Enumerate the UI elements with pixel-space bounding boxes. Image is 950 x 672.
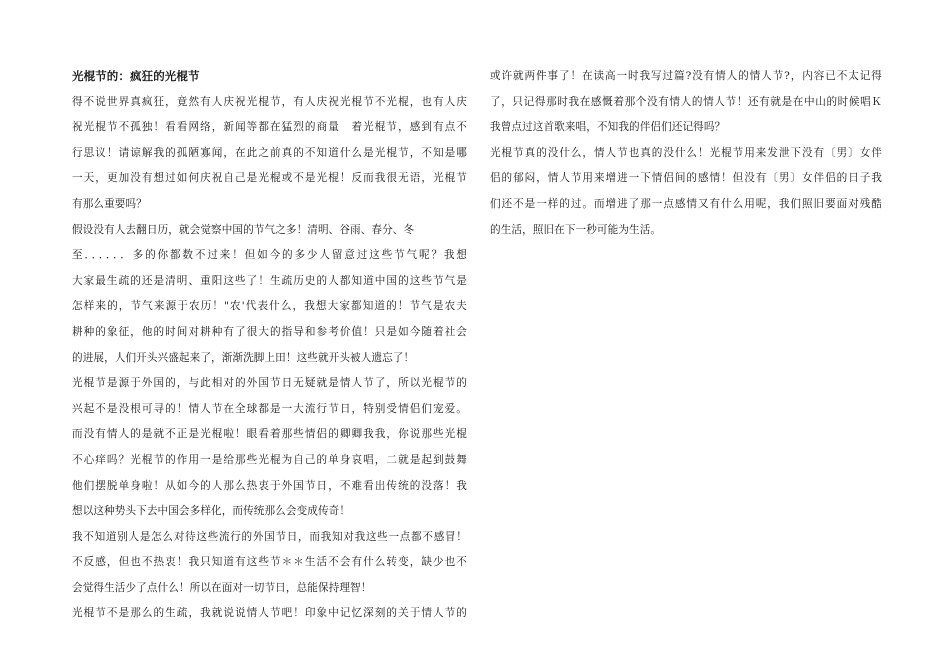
text-line: 一天，更加没有想过如何庆祝自己是光棍或不是光棍！反而我很无语，光棍节 [72,172,467,185]
text-line: 侣的郁闷，情人节用来增进一下情侣间的感情！但没有〔男〕女伴侣的日子我 [490,172,882,185]
text-line: 有那么重要吗？ [72,197,147,210]
text-line: 的进展，人们开头兴盛起来了，渐渐洗脚上田！这些就开头被人遗忘了！ [72,351,415,364]
text-line: 不反感，但也不热衷！我只知道有这些节＊＊生活不会有什么转变，缺少也不 [72,556,467,569]
text-line: 得不说世界真疯狂，竟然有人庆祝光棍节，有人庆祝光棍节不光棍，也有人庆 [72,95,467,108]
right-column [490,64,882,243]
text-line: 或许就两件事了！在读高一时我写过篇?没有情人的情人节?，内容已不太记得 [490,70,882,82]
left-column-body [72,90,467,627]
text-line: 行思议！请谅解我的孤陋寡闻，在此之前真的不知道什么是光棍节，不知是哪 [72,146,467,159]
text-line: 光棍节不是那么的生疏，我就说说情人节吧！印象中记忆深刻的关于情人节的 [72,607,467,620]
text-line: 光棍节是源于外国的，与此相对的外国节日无疑就是情人节了，所以光棍节的 [72,377,467,390]
text-line: 光棍节真的没什么，情人节也真的没什么！光棍节用来发泄下没有〔男〕女伴 [490,146,882,159]
text-line: 怎样来的，节气来源于农历！"农'代表什么，我想大家都知道的！节气是农夫 [72,300,467,313]
text-line: 想以这种势头下去中国会多样化，而传统那么会变成传奇！ [72,505,351,518]
text-line: 不心痒吗？光棍节的作用一是给那些光棍为自己的单身哀唱，二就是起到鼓舞 [72,453,467,466]
text-line: 耕种的象征，他的时间对耕种有了很大的指导和参考价值！只是如今随着社会 [72,325,467,338]
text-line: 祝光棍节不孤独！看看网络，新闻等都在猛烈的商量 着光棍节，感到有点不 [72,121,467,134]
document-title: 光棍节的：疯狂的光棍节 [72,69,200,83]
text-line: 他们摆脱单身啦！从如今的人那么热衷于外国节日，不难看出传统的没落！我 [72,479,467,492]
text-line: 我不知道别人是怎么对待这些流行的外国节日，而我知对我这些一点都不感冒！ [72,530,467,543]
text-line: 而没有情人的是就不正是光棍啦！眼看着那些情侣的卿卿我我，你说那些光棍 [72,428,467,441]
left-column [72,64,467,627]
text-line: 会觉得生活少了点什么！所以在面对一切节日，总能保持理智！ [72,581,372,594]
text-line: 了，只记得那时我在感慨着那个没有情人的情人节！还有就是在中山的时候唱Ｋ [490,95,882,108]
text-line: 我曾点过这首歌来唱，不知我的伴侣们还记得吗？ [490,121,726,134]
text-line: 兴起不是没根可寻的！情人节在全球都是一大流行节日，特别受情侣们宠爱。 [72,402,467,415]
text-line: 至．．．．．．多的你都数不过来！但如今的多少人留意过这些节气呢？我想 [72,249,467,262]
text-line: 们还不是一样的过。而增进了那一点感情又有什么用呢，我们照旧要面对残酷 [490,197,882,210]
text-line: 假设没有人去翻日历，就会觉察中国的节气之多！清明、谷雨、春分、冬 [72,223,415,236]
text-line: 大家最生疏的还是清明、重阳这些了！生疏历史的人都知道中国的这些节气是 [72,274,467,287]
text-line: 的生活，照旧在下一秒可能为生活。 [490,223,662,236]
